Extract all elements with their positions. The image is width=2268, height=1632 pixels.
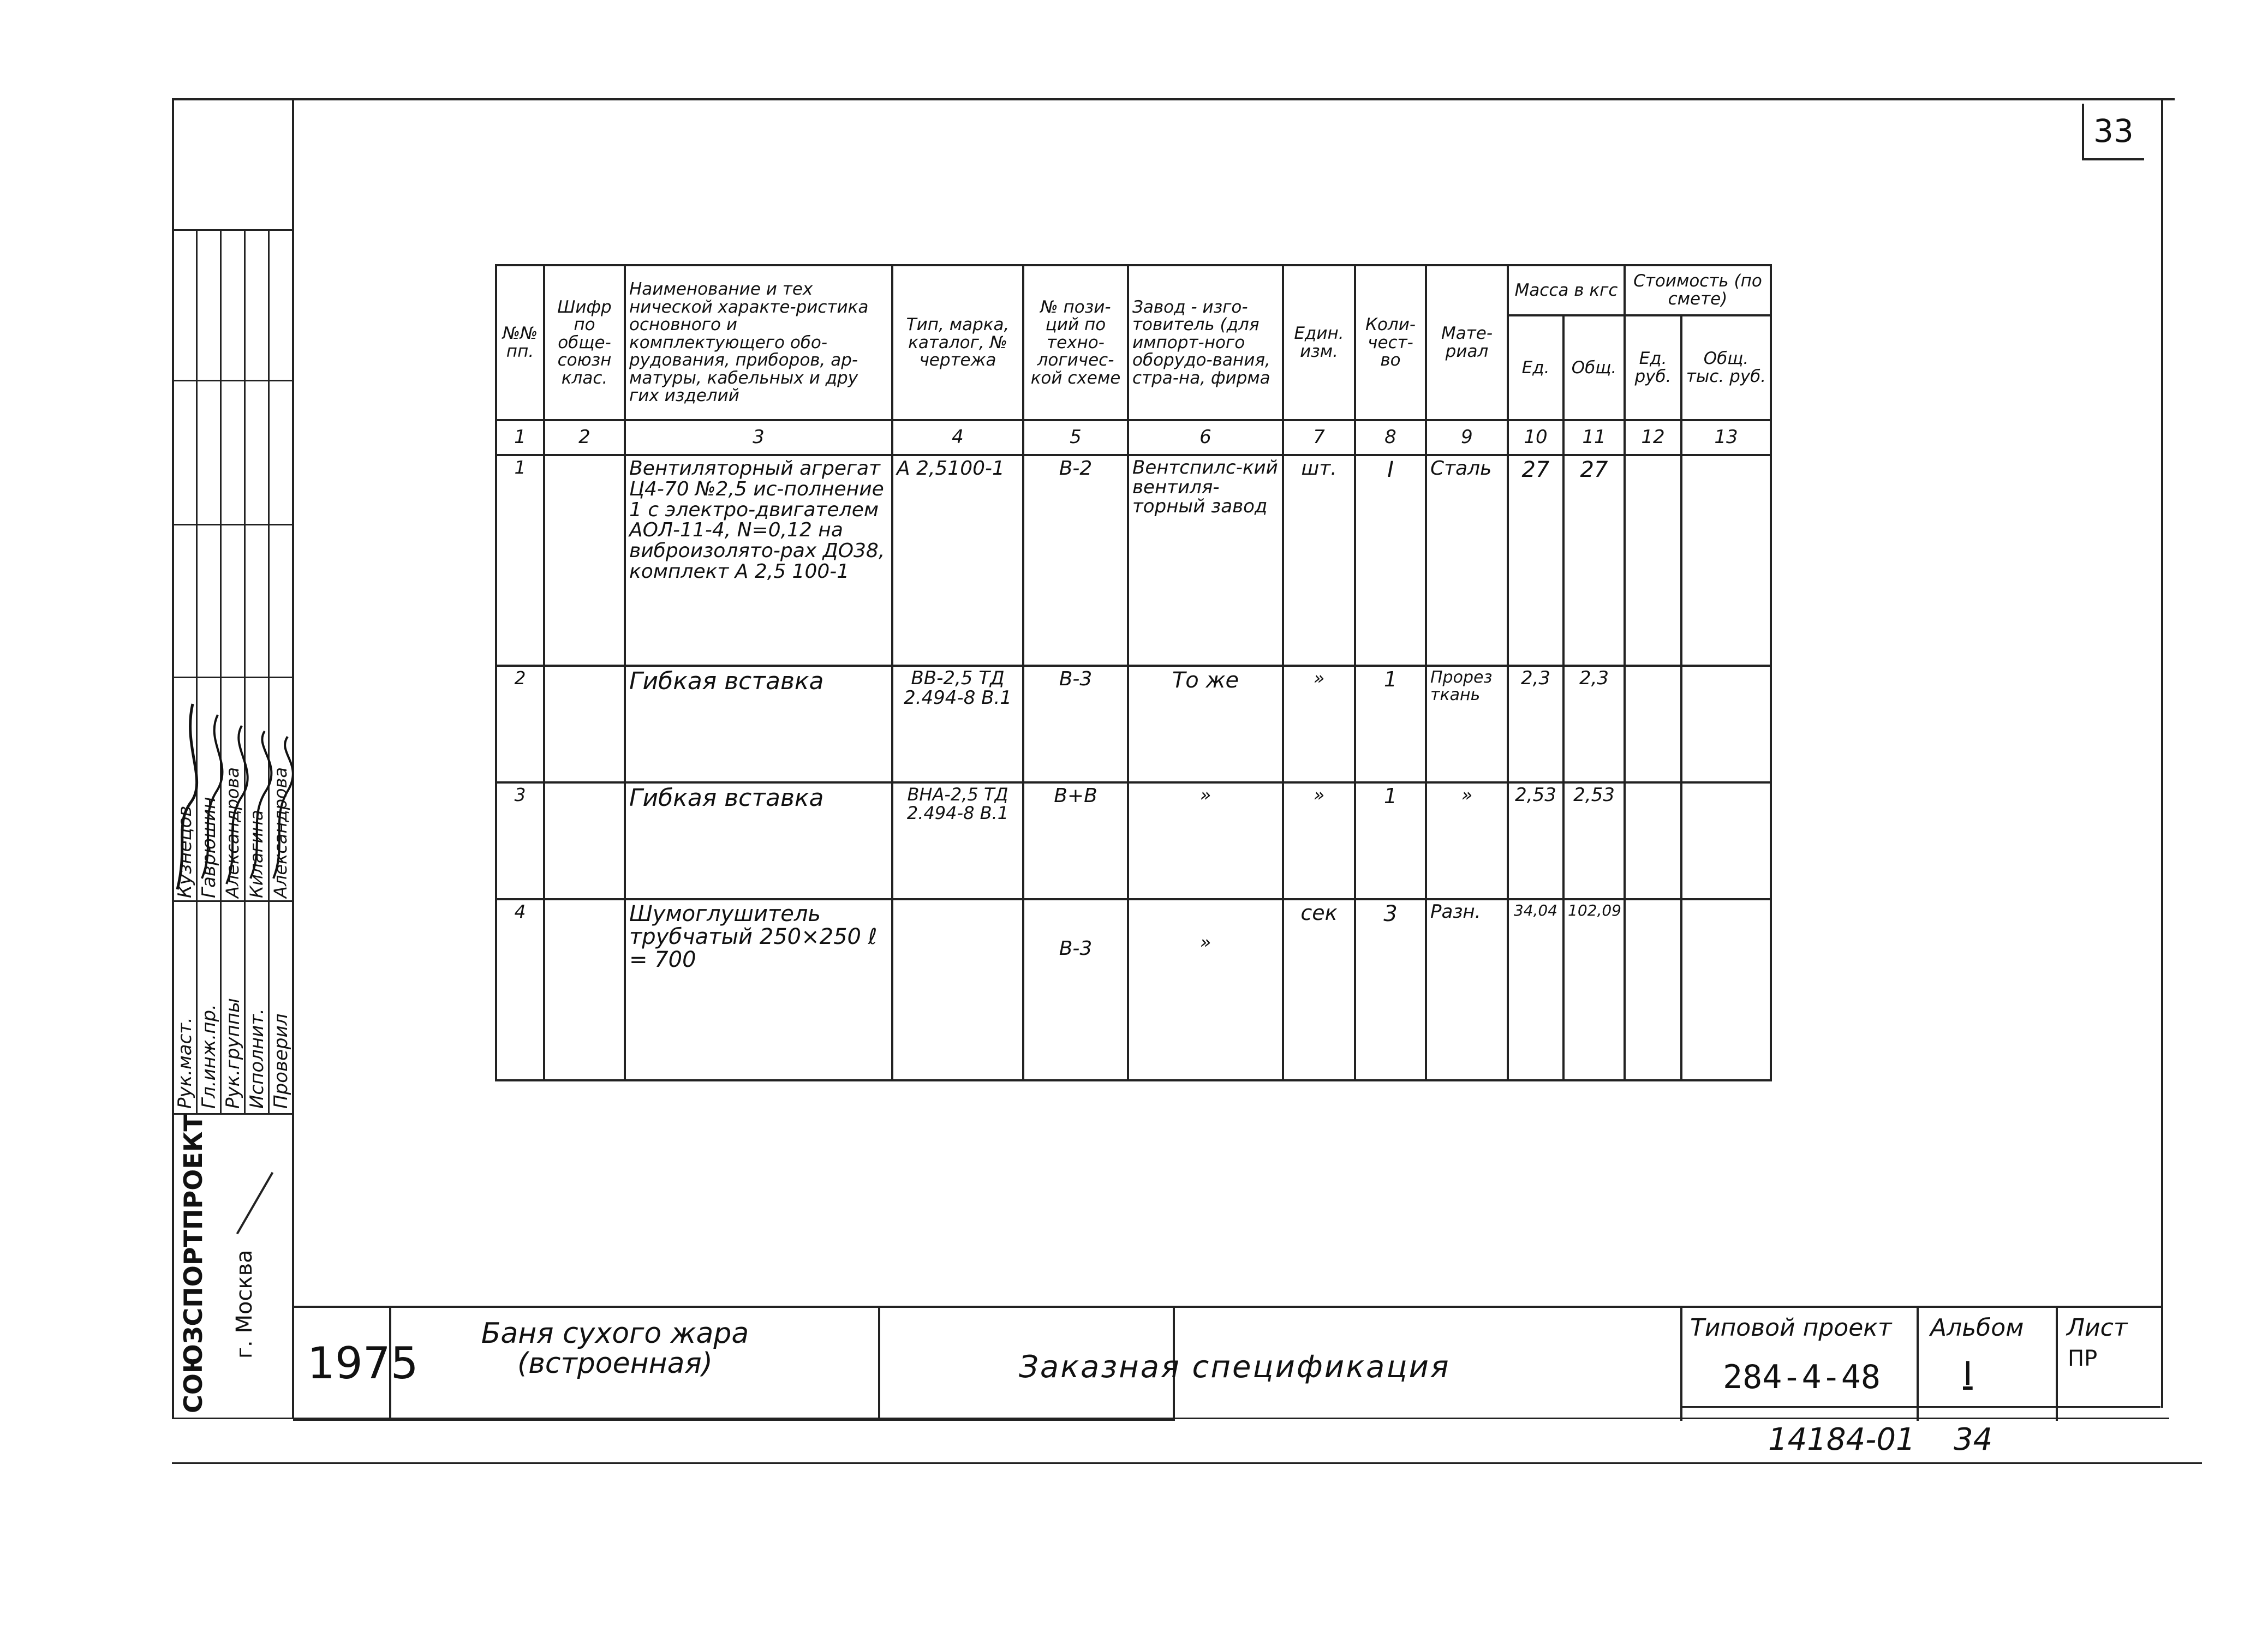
- project-label: Типовой проект: [1690, 1314, 1892, 1342]
- title-block: [293, 1306, 2162, 1421]
- header-qty: Коли-чест-во: [1355, 265, 1426, 420]
- col-num: 4: [892, 420, 1023, 455]
- frame-top: [172, 98, 2175, 100]
- cell-cost-total: [1681, 899, 1771, 1080]
- cell-num: 4: [496, 899, 544, 1080]
- col-num: 12: [1625, 420, 1681, 455]
- col-num: 3: [625, 420, 892, 455]
- header-name: Наименование и тех нической характе-ристика основного и комплектующего обо-рудования, приборов, ар-матуры, кабельных и дру гих изделий: [625, 265, 892, 420]
- cell-mass-unit: 2,3: [1508, 666, 1563, 782]
- person-name: Александрова: [270, 767, 291, 898]
- cell-type: ВНА-2,5 ТД 2.494-8 В.1: [892, 782, 1023, 899]
- cell-maker: Вентспилс-кий вентиля-торный завод: [1128, 455, 1283, 666]
- cell-cost-unit: [1625, 782, 1681, 899]
- organization-city: г. Москва: [232, 1250, 257, 1359]
- header-maker: Завод - изго-товитель (для импорт-ного оборудо-вания, стра-на, фирма: [1128, 265, 1283, 420]
- cell-cost-total: [1681, 455, 1771, 666]
- outer-bottom-rule: [172, 1462, 2202, 1464]
- header-row-1: [496, 265, 1771, 315]
- cell-code: [544, 666, 625, 782]
- signatures: [172, 682, 293, 900]
- header-code: Шифр по обще-союзн клас.: [544, 265, 625, 420]
- slash-mark: [236, 1172, 273, 1235]
- cell-material: Сталь: [1426, 455, 1508, 666]
- header-cost-unit: Ед. руб.: [1625, 315, 1681, 420]
- cell-qty: 1: [1355, 666, 1426, 782]
- document-title: Заказная спецификация: [1019, 1349, 1451, 1385]
- cell-code: [544, 899, 625, 1080]
- role-label: Рук.маст.: [174, 1017, 196, 1109]
- cell-unit: »: [1283, 782, 1355, 899]
- role-label: Рук.группы: [222, 998, 244, 1109]
- cell-name: Вентиляторный агрегат Ц4-70 №2,5 ис-полнение 1 с электро-двигателем АОЛ-11-4, N=0,12 на виброизолято-рах ДО38, комплект А 2,5 100-1: [625, 455, 892, 666]
- specification-table: [495, 264, 1770, 1033]
- col-num: 5: [1023, 420, 1128, 455]
- person-name: Кузнецов: [174, 805, 196, 898]
- object-name: Баня сухого жара (встроенная): [481, 1317, 749, 1380]
- cell-unit: »: [1283, 666, 1355, 782]
- header-mass-total: Общ.: [1563, 315, 1625, 420]
- cell-maker: »: [1128, 899, 1283, 1080]
- header-num: №№ пп.: [496, 265, 544, 420]
- project-number: 284-4-48: [1723, 1358, 1881, 1396]
- sheet-number: 33: [2093, 112, 2134, 150]
- cell-unit: сек: [1283, 899, 1355, 1080]
- header-mass-unit: Ед.: [1508, 315, 1563, 420]
- cell-type: [892, 899, 1023, 1080]
- cell-cost-unit: [1625, 666, 1681, 782]
- table-row: [496, 899, 1771, 1080]
- person-name: Гаврюшин: [198, 797, 220, 898]
- col-num: 9: [1426, 420, 1508, 455]
- cell-cost-unit: [1625, 455, 1681, 666]
- header-pos: № пози-ций по техно-логичес-кой схеме: [1023, 265, 1128, 420]
- col-num: 11: [1563, 420, 1625, 455]
- person-name: Александрова: [222, 767, 243, 898]
- header-unit: Един. изм.: [1283, 265, 1355, 420]
- header-type: Тип, марка, каталог, № чертежа: [892, 265, 1023, 420]
- approval-strip: [172, 229, 293, 1419]
- col-num: 6: [1128, 420, 1283, 455]
- cell-num: 3: [496, 782, 544, 899]
- cell-mass-total: 102,09: [1563, 899, 1625, 1080]
- col-num: 7: [1283, 420, 1355, 455]
- cell-qty: I: [1355, 455, 1426, 666]
- cell-mass-unit: 34,04: [1508, 899, 1563, 1080]
- cell-code: [544, 455, 625, 666]
- table-row: [496, 782, 1771, 899]
- sheet-label: Лист: [2067, 1314, 2128, 1342]
- col-num: 8: [1355, 420, 1426, 455]
- album-value: I: [1963, 1355, 1973, 1393]
- col-num: 13: [1681, 420, 1771, 455]
- cell-name: Гибкая вставка: [625, 782, 892, 899]
- cell-mass-unit: 2,53: [1508, 782, 1563, 899]
- col-num: 1: [496, 420, 544, 455]
- header-cost: Стоимость (по смете): [1625, 265, 1771, 315]
- header-cost-total: Общ. тыс. руб.: [1681, 315, 1771, 420]
- cell-code: [544, 782, 625, 899]
- cell-material: Разн.: [1426, 899, 1508, 1080]
- cell-type: ВВ-2,5 ТД 2.494-8 В.1: [892, 666, 1023, 782]
- archive-number: 14184-01: [1768, 1422, 1915, 1457]
- cell-pos: В-3: [1023, 666, 1128, 782]
- sheet-value: ПР: [2068, 1346, 2098, 1371]
- cell-num: 2: [496, 666, 544, 782]
- cell-cost-total: [1681, 782, 1771, 899]
- organization-name: СОЮЗСПОРТПРОЕКТ: [178, 1114, 208, 1413]
- cell-mass-total: 2,3: [1563, 666, 1625, 782]
- album-label: Альбом: [1930, 1314, 2024, 1342]
- role-label: Гл.инж.пр.: [198, 1004, 220, 1109]
- column-number-row: [496, 420, 1771, 455]
- header-material: Мате-риал: [1426, 265, 1508, 420]
- cell-maker: То же: [1128, 666, 1283, 782]
- cell-num: 1: [496, 455, 544, 666]
- cell-mass-total: 27: [1563, 455, 1625, 666]
- cell-material: »: [1426, 782, 1508, 899]
- cell-cost-total: [1681, 666, 1771, 782]
- cell-name: Шумоглушитель трубчатый 250×250 ℓ = 700: [625, 899, 892, 1080]
- year: 1975: [307, 1338, 419, 1389]
- table-row: [496, 666, 1771, 782]
- table-row: [496, 455, 1771, 666]
- header-mass: Масса в кгс: [1508, 265, 1625, 315]
- cell-qty: 3: [1355, 899, 1426, 1080]
- cell-type: А 2,5100-1: [892, 455, 1023, 666]
- cell-unit: шт.: [1283, 455, 1355, 666]
- cell-mass-unit: 27: [1508, 455, 1563, 666]
- cell-name: Гибкая вставка: [625, 666, 892, 782]
- cell-pos: В-3: [1023, 899, 1128, 1080]
- cell-cost-unit: [1625, 899, 1681, 1080]
- cell-pos: В-2: [1023, 455, 1128, 666]
- col-num: 10: [1508, 420, 1563, 455]
- cell-mass-total: 2,53: [1563, 782, 1625, 899]
- page-number: 34: [1954, 1422, 1993, 1457]
- role-label: Проверил: [270, 1013, 292, 1109]
- frame-right: [2161, 98, 2163, 1408]
- cell-maker: »: [1128, 782, 1283, 899]
- col-num: 2: [544, 420, 625, 455]
- role-label: Исполнит.: [246, 1008, 268, 1109]
- cell-material: Прорез ткань: [1426, 666, 1508, 782]
- cell-qty: 1: [1355, 782, 1426, 899]
- cell-pos: В+В: [1023, 782, 1128, 899]
- person-name: Килагина: [246, 810, 267, 898]
